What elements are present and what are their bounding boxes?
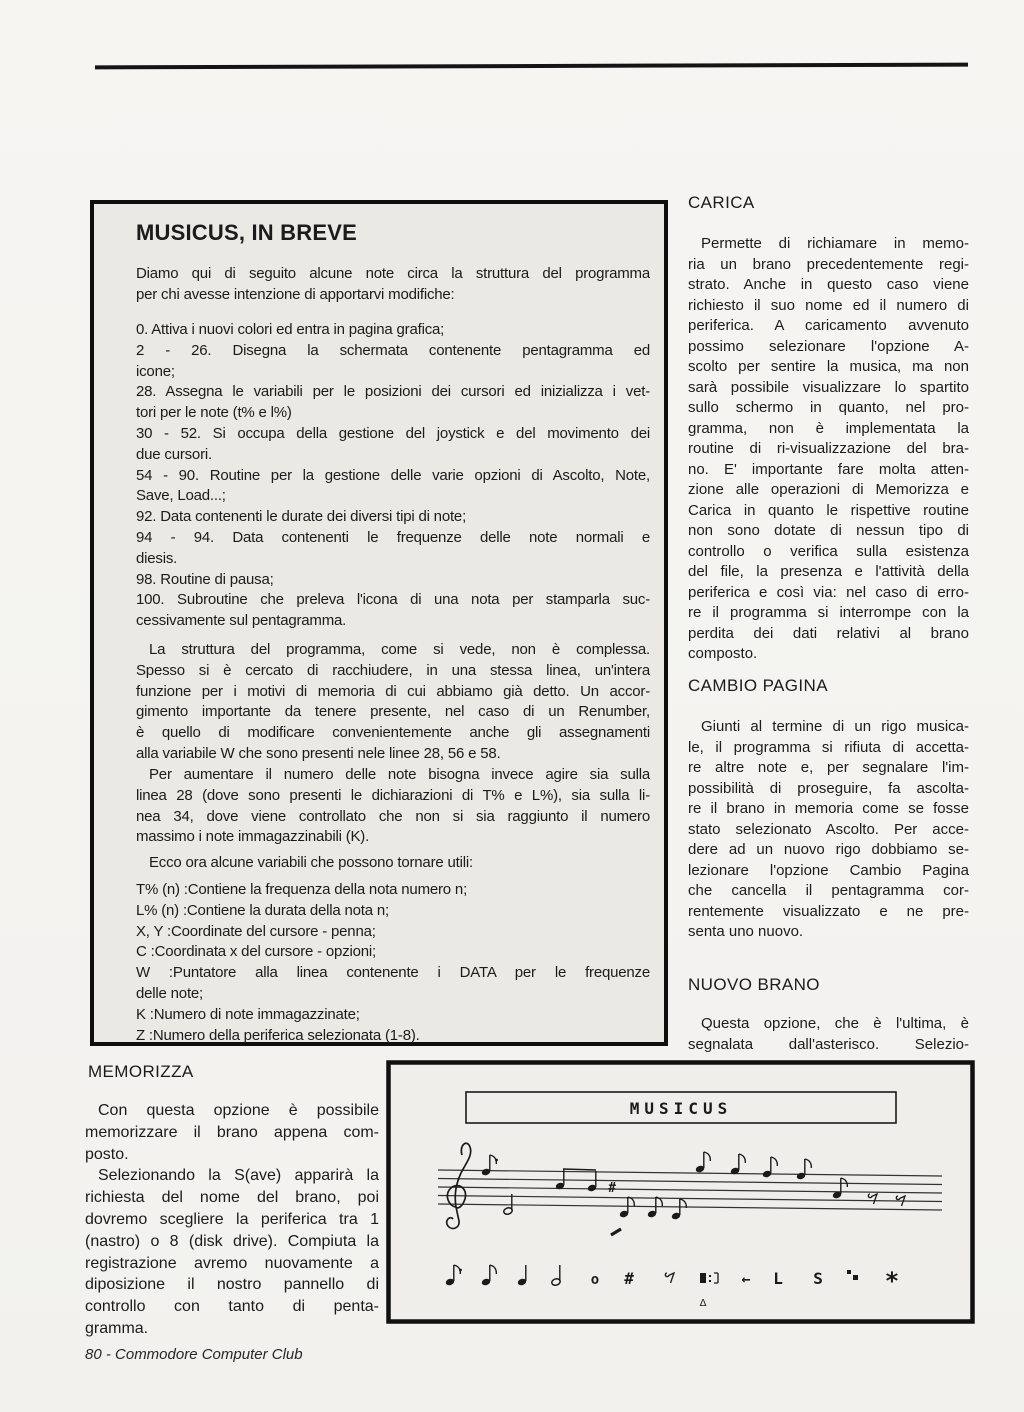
svg-text:←: ← <box>741 1270 751 1288</box>
text-line: possibilità di proseguire, fa ascolta- <box>688 779 969 797</box>
text-line: 94 - 94. Data contenenti le frequenze delle note normali e <box>136 528 650 546</box>
text-line: C :Coordinata x del cursore - opzioni; <box>136 943 377 961</box>
text-line: possimo selezionare l'opzione A- <box>688 337 969 355</box>
text-line: massimo i note immagazzinabili (K). <box>136 828 370 846</box>
svg-text:S: S <box>813 1269 823 1288</box>
text-line: W :Puntatore alla linea contenente i DATA per le frequenze <box>136 964 650 982</box>
text-line: Giunti al termine di un rigo musica- <box>701 718 969 735</box>
text-line: linea 28 (dove sono presenti le dichiarazioni di T% e L%), sia sulla li- <box>136 786 650 804</box>
text-line: 100. Subroutine che preleva l'icona di una nota per stamparla suc- <box>136 591 650 609</box>
svg-text:#: # <box>608 1181 616 1196</box>
top-rule <box>95 63 968 70</box>
text-line: 0. Attiva i nuovi colori ed entra in pagina grafica; <box>136 321 445 338</box>
text-line: 28. Assegna le variabili per le posizioni dei cursori ed inizializza i vet- <box>136 383 650 401</box>
section-cambio-body <box>688 717 969 943</box>
text-line: diposizione il nostro pannello di <box>85 1276 379 1294</box>
text-line: routine di ri-visualizzazione del bra- <box>688 440 969 457</box>
text-line: periferica. A caricamento avvenuto <box>688 317 969 334</box>
text-line: no. E' importante fare molta atten- <box>688 460 969 478</box>
text-line: controllo con tanto di penta- <box>85 1298 379 1316</box>
figure-title: MUSICUS <box>629 1099 733 1118</box>
text-line: diesis. <box>136 549 178 567</box>
text-line: senta uno nuovo. <box>688 923 804 940</box>
figure-svg <box>386 1060 975 1324</box>
text-line: Diamo qui di seguito alcune note circa la struttura del programma <box>136 265 650 282</box>
text-line: cessivamente sul pentagramma. <box>136 612 347 630</box>
page-footer: 80 - Commodore Computer Club <box>85 1346 303 1363</box>
text-line: scolto per sentire la musica, ma non <box>688 358 969 375</box>
text-line: dovremo scegliere la periferica tra 1 <box>85 1210 379 1228</box>
text-line: re il programma si interrompe con la <box>688 604 969 621</box>
box-vars-intro <box>136 853 650 874</box>
whole-note-icon <box>591 1272 599 1288</box>
box-para-1 <box>136 640 650 765</box>
text-line: perdita dei dati relativi al brano <box>688 624 969 642</box>
text-line: alla variabile W che sono presenti nele linee 28, 56 e 58. <box>136 744 501 762</box>
text-line: delle note; <box>136 984 204 1002</box>
text-line: due cursori. <box>136 445 212 463</box>
musicus-box <box>90 200 668 1046</box>
text-line: La struttura del programma, come si vede, non è complessa. <box>149 641 650 658</box>
section-cambio-heading: CAMBIO PAGINA <box>688 676 828 695</box>
section-carica-heading: CARICA <box>688 193 755 212</box>
staff-sharp-icon <box>608 1181 616 1196</box>
text-line: gramma. <box>85 1319 149 1337</box>
text-line: sarà possibile visualizzare lo spartito <box>688 378 969 396</box>
text-line: Spesso si è cercato di racchiudere, in una stessa linea, un'intera <box>136 661 650 679</box>
box-title: MUSICUS, IN BREVE <box>136 220 357 245</box>
text-line: rentemente visualizzato e ne pre- <box>688 902 969 920</box>
text-line: lezionare l'opzione Cambio Pagina <box>688 861 969 879</box>
section-nuovo-heading: NUOVO BRANO <box>688 975 820 994</box>
box-list <box>136 320 650 632</box>
text-line: le, il programma si rifiuta di accetta- <box>688 738 969 756</box>
text-line: Per aumentare il numero delle note bisogna invece agire sia sulla <box>149 766 650 783</box>
text-line: segnalata dall'asterisco. Selezio- <box>688 1035 969 1053</box>
sharp-icon <box>624 1269 634 1288</box>
text-line: memorizzare il brano appena com- <box>85 1123 379 1141</box>
selection-marker: Δ <box>699 1298 707 1309</box>
text-line: K :Numero di note immagazzinate; <box>136 1005 360 1023</box>
text-line: gimento importante da tenere presente, nel caso di un Renumber, <box>136 703 650 721</box>
svg-text:L: L <box>773 1269 783 1288</box>
text-line: Con questa opzione è possibile <box>98 1102 379 1119</box>
text-line: sullo schermo in quanto, nel pro- <box>688 399 969 416</box>
load-icon <box>773 1269 783 1288</box>
text-line: Permette di richiamare in memo- <box>701 235 969 252</box>
text-line: stato selezionato Ascolto. Per acce- <box>688 820 969 838</box>
text-line: posto. <box>85 1145 129 1163</box>
text-line: richiesto il suo nome ed il numero di <box>688 296 969 314</box>
text-line: periferica e così via: nel caso di erro- <box>688 583 969 601</box>
text-line: Questa opzione, che è l'ultima, è <box>701 1015 969 1032</box>
section-carica-body <box>688 234 969 665</box>
text-line: 98. Routine di pausa; <box>136 570 274 588</box>
save-icon <box>813 1269 823 1288</box>
text-line: Save, Load...; <box>136 487 226 505</box>
box-vars <box>136 880 650 1046</box>
text-line: gramma, non è implementata la <box>688 419 969 437</box>
text-line: funzione per i motivi di memoria di cui abbiamo già detto. Un accor- <box>136 682 650 700</box>
text-line: Carica in quanto le rispettive routine <box>688 501 969 519</box>
text-line: re il brano in memoria come se fosse <box>688 800 969 817</box>
text-line: ria un brano precedentemente regi- <box>688 255 969 273</box>
section-nuovo-body <box>688 1014 969 1055</box>
text-line: richiesta del nome del brano, poi <box>85 1189 379 1207</box>
svg-text:*: * <box>884 1267 900 1295</box>
new-song-icon <box>885 1267 899 1295</box>
left-arrow-icon <box>741 1270 750 1288</box>
text-line: X, Y :Coordinate del cursore - penna; <box>136 922 376 940</box>
text-line: icone; <box>136 362 175 380</box>
text-line: 30 - 52. Si occupa della gestione del joystick e del movimento dei <box>136 424 650 442</box>
text-line: L% (n) :Contiene la durata della nota n; <box>136 901 389 919</box>
svg-text:#: # <box>624 1269 634 1288</box>
text-line: zione alle operazioni di Memorizza e <box>688 481 969 498</box>
text-line: 54 - 90. Routine per la gestione delle varie opzioni di Ascolto, Note, <box>136 466 650 484</box>
beam <box>563 1169 596 1170</box>
figure-box <box>386 1060 975 1324</box>
text-line: Ecco ora alcune variabili che possono tornare utili: <box>149 854 473 871</box>
text-line: controllo o verifica sulla esistenza <box>688 542 969 560</box>
text-line: strato. Anche in questo caso viene <box>688 276 969 293</box>
box-para-2 <box>136 765 650 848</box>
text-line: registrazione avremo nuovamente a <box>85 1254 379 1272</box>
text-line: è quello di modificare convenientemente anche gli assegnamenti <box>136 724 650 742</box>
box-intro <box>136 264 650 306</box>
text-line: che cancella il pentagramma cor- <box>688 882 969 899</box>
text-line: tori per le note (t% e l%) <box>136 404 292 422</box>
text-line: composto. <box>688 645 758 662</box>
memorizza-body <box>85 1100 379 1340</box>
svg-text:o: o <box>590 1272 600 1288</box>
text-line: 2 - 26. Disegna la schermata contenente pentagramma ed <box>136 341 650 359</box>
text-line: non sono dotate di nessun tipo di <box>688 522 969 539</box>
memorizza-heading: MEMORIZZA <box>88 1062 194 1081</box>
text-line: per chi avesse intenzione di apportarvi modifiche: <box>136 285 455 303</box>
text-line: T% (n) :Contiene la frequenza della nota numero n; <box>136 881 468 898</box>
text-line: nea 34, dove viene controllato che non si sia raggiunto il numero <box>136 807 650 825</box>
text-line: 92. Data contenenti le durate dei diversi tipi di note; <box>136 508 467 526</box>
text-line: del file, la presenza e l'attività della <box>688 563 969 580</box>
text-line: Selezionando la S(ave) apparirà la <box>98 1167 379 1185</box>
text-line: re altre note e, per segnalare l'im- <box>688 759 969 776</box>
text-line: dere ad un nuovo rigo dobbiamo se- <box>688 841 969 858</box>
text-line: Z :Numero della periferica selezionata (1-8). <box>136 1026 420 1044</box>
text-line: (nastro) o 8 (disk drive). Compiuta la <box>85 1232 379 1250</box>
